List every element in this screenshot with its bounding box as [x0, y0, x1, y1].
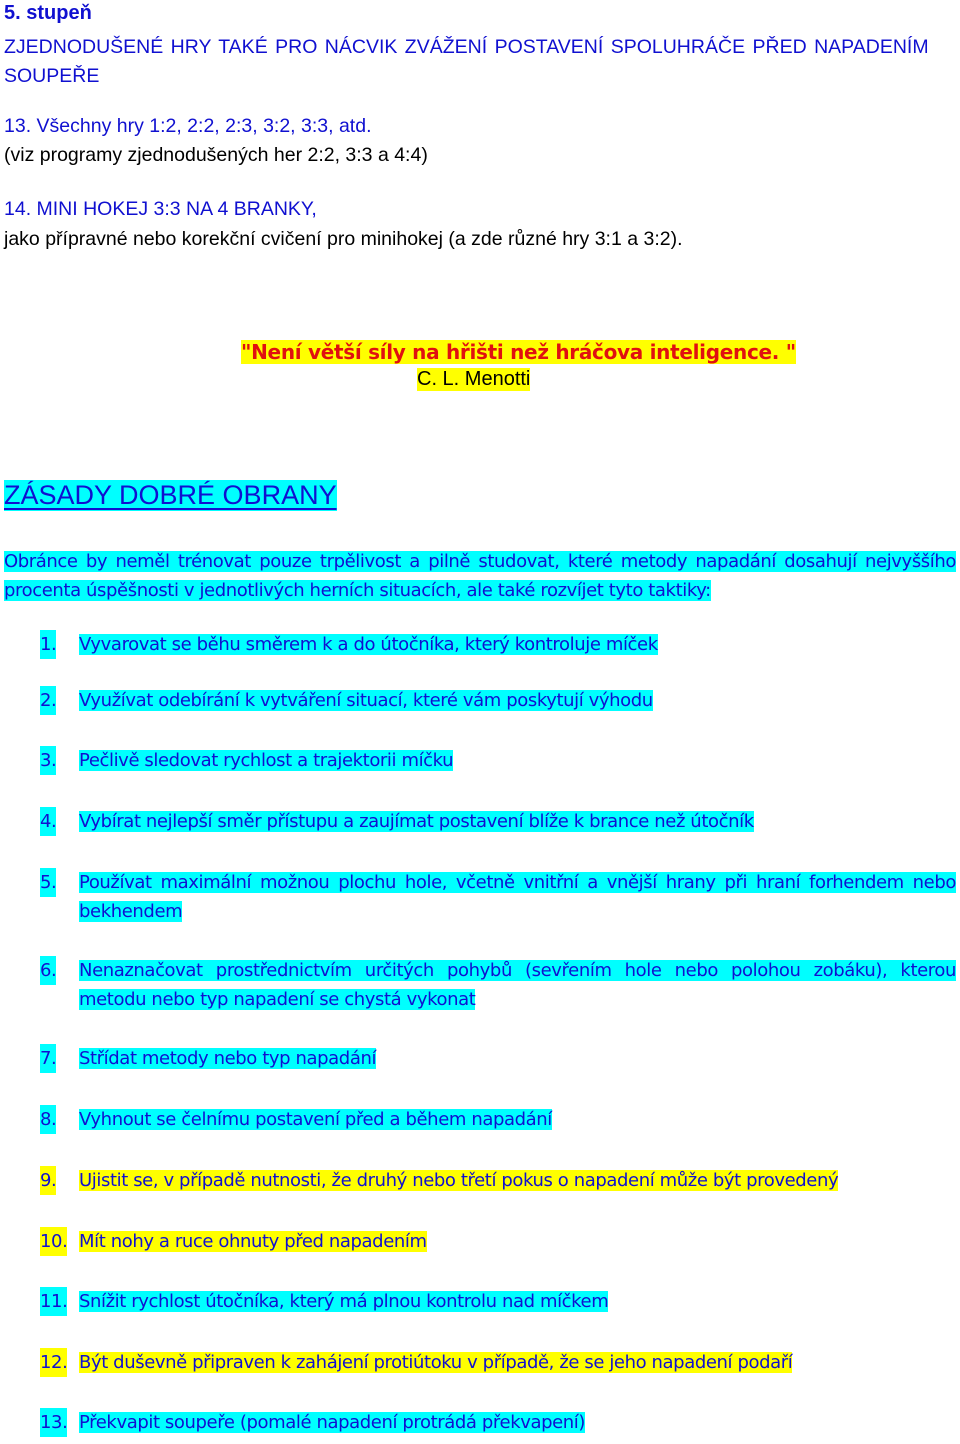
list-item-text: Vyhnout se čelnímu postavení před a během napadání	[79, 1109, 552, 1130]
list-item-text: Mít nohy a ruce ohnuty před napadením	[79, 1231, 427, 1252]
list-item-text: Být duševně připraven k zahájení protiútoku v případě, že se jeho napadení podaří	[79, 1352, 793, 1373]
stage-title: 5. stupeň	[4, 2, 92, 24]
list-item-text: Nenaznačovat prostřednictvím určitých pohybů (sevřením hole nebo polohou zobáku), kterou metodu nebo typ napadení se chystá vykonat	[79, 960, 956, 1010]
list-item	[40, 868, 956, 926]
list-item-number: 7.	[40, 1044, 56, 1073]
list-item-text: Využívat odebírání k vytváření situací, které vám poskytují výhodu	[79, 690, 653, 711]
list-item	[40, 686, 956, 715]
list-item-number: 12.	[40, 1348, 67, 1377]
game-13-title: 13. Všechny hry 1:2, 2:2, 2:3, 3:2, 3:3, atd.	[4, 115, 372, 137]
quote-author: C. L. Menotti	[417, 368, 531, 390]
list-item-number: 8.	[40, 1105, 56, 1134]
list-item	[40, 1348, 956, 1377]
list-item-text: Vyvarovat se běhu směrem k a do útočníka, který kontroluje míček	[79, 634, 658, 655]
list-item	[40, 956, 956, 1014]
list-item	[40, 1105, 956, 1134]
list-item-number: 3.	[40, 746, 56, 775]
list-item-number: 1.	[40, 630, 56, 659]
game-14-description: jako přípravné nebo korekční cvičení pro minihokej (a zde různé hry 3:1 a 3:2).	[4, 228, 683, 250]
list-item-number: 4.	[40, 807, 56, 836]
list-item-number: 5.	[40, 868, 56, 897]
game-14-title: 14. MINI HOKEJ 3:3 NA 4 BRANKY,	[4, 198, 317, 220]
list-item-text: Ujistit se, v případě nutnosti, že druhý nebo třetí pokus o napadení může být provedený	[79, 1170, 839, 1191]
quote-text: "Není větší síly na hřišti než hráčova inteligence. "	[241, 340, 796, 364]
principles-heading: ZÁSADY DOBRÉ OBRANY	[4, 480, 337, 510]
list-item-number: 9.	[40, 1166, 56, 1195]
list-item-text: Pečlivě sledovat rychlost a trajektorii míčku	[79, 750, 454, 771]
list-item-text: Překvapit soupeře (pomalé napadení protrádá překvapení)	[79, 1412, 586, 1433]
list-item-number: 2.	[40, 686, 56, 715]
stage-heading: ZJEDNODUŠENÉ HRY TAKÉ PRO NÁCVIK ZVÁŽENÍ POSTAVENÍ SPOLUHRÁČE PŘED NAPADENÍM SOUPEŘE	[4, 36, 929, 87]
list-item-text: Snížit rychlost útočníka, který má plnou kontrolu nad míčkem	[79, 1291, 609, 1312]
list-item-number: 11.	[40, 1287, 67, 1316]
list-item-number: 6.	[40, 956, 56, 985]
principles-intro-text: Obránce by neměl trénovat pouze trpělivost a pilně studovat, které metody napadání dosahují nejvyššího procenta úspěšnosti v jednotlivých herních situacích, ale také rozvíjet tyto taktiky:	[4, 551, 956, 601]
list-item-text: Vybírat nejlepší směr přístupu a zaujímat postavení blíže k brance než útočník	[79, 811, 754, 832]
list-item	[40, 1044, 956, 1073]
list-item	[40, 746, 956, 775]
list-item	[40, 1408, 956, 1437]
list-item	[40, 807, 956, 836]
list-item-number: 10.	[40, 1227, 67, 1256]
list-item-text: Používat maximální možnou plochu hole, včetně vnitřní a vnější hrany při hraní forhendem nebo bekhendem	[79, 872, 956, 922]
list-item	[40, 630, 956, 659]
list-item-number: 13.	[40, 1408, 67, 1437]
list-item	[40, 1227, 956, 1256]
game-13-description: (viz programy zjednodušených her 2:2, 3:3 a 4:4)	[4, 144, 428, 166]
list-item-text: Střídat metody nebo typ napadání	[79, 1048, 377, 1069]
list-item	[40, 1166, 956, 1195]
list-item	[40, 1287, 956, 1316]
principles-intro	[4, 547, 956, 605]
